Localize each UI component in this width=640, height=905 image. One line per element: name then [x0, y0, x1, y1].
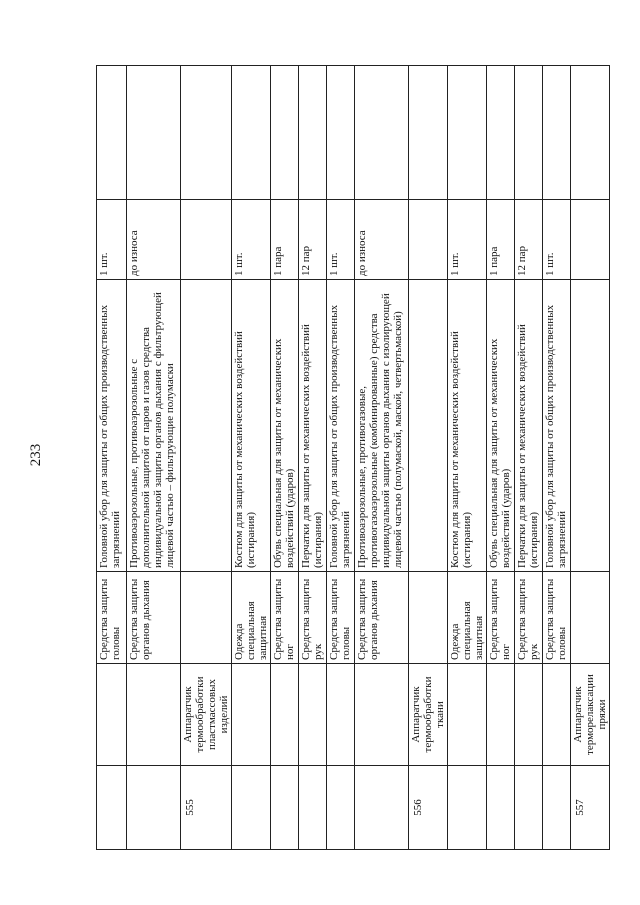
row-number: [515, 766, 543, 850]
empty-cell: [299, 66, 327, 200]
ppe-item: Обувь специальная для защиты от механических воздействий (ударов): [487, 280, 515, 572]
profession-name: Аппаратчик термообработки пластмассовых изделий: [181, 664, 232, 766]
ppe-category: Одежда специальная защитная: [448, 572, 487, 664]
ppe-quantity: 1 шт.: [232, 200, 271, 280]
ppe-category: Средства защиты органов дыхания: [355, 572, 409, 664]
empty-cell: [97, 66, 127, 200]
row-number: [299, 766, 327, 850]
ppe-item: Обувь специальная для защиты от механических воздействий (ударов): [271, 280, 299, 572]
ppe-norms-table: [96, 65, 610, 850]
ppe-item: Головной убор для защиты от общих производственных загрязнений: [327, 280, 355, 572]
row-number: [271, 766, 299, 850]
profession-name: [487, 664, 515, 766]
ppe-item: Костюм для защиты от механических воздействий (истирания): [448, 280, 487, 572]
ppe-item: [409, 280, 448, 572]
table-row: [327, 66, 355, 850]
table-row: [515, 66, 543, 850]
profession-name: [355, 664, 409, 766]
table-row: [448, 66, 487, 850]
table-row: [409, 66, 448, 850]
ppe-quantity: 1 шт.: [97, 200, 127, 280]
empty-cell: [271, 66, 299, 200]
profession-name: [448, 664, 487, 766]
empty-cell: [232, 66, 271, 200]
table-row: [181, 66, 232, 850]
row-number: [487, 766, 515, 850]
ppe-item: Головной убор для защиты от общих производственных загрязнений: [543, 280, 571, 572]
profession-name: [515, 664, 543, 766]
ppe-category: Средства защиты ног: [487, 572, 515, 664]
row-number: 556: [409, 766, 448, 850]
empty-cell: [448, 66, 487, 200]
empty-cell: [327, 66, 355, 200]
ppe-quantity: 12 пар: [299, 200, 327, 280]
ppe-category: Одежда специальная защитная: [232, 572, 271, 664]
ppe-quantity: 12 пар: [515, 200, 543, 280]
ppe-category: Средства защиты головы: [543, 572, 571, 664]
profession-name: [127, 664, 181, 766]
profession-name: [271, 664, 299, 766]
ppe-quantity: 1 пара: [271, 200, 299, 280]
ppe-item: Перчатки для защиты от механических воздействий (истирания): [299, 280, 327, 572]
row-number: 555: [181, 766, 232, 850]
ppe-category: Средства защиты рук: [515, 572, 543, 664]
table-row: [97, 66, 127, 850]
row-number: [232, 766, 271, 850]
ppe-category: Средства защиты органов дыхания: [127, 572, 181, 664]
profession-name: Аппаратчик термообработки ткани: [409, 664, 448, 766]
row-number: [355, 766, 409, 850]
profession-name: [543, 664, 571, 766]
row-number: [97, 766, 127, 850]
table-row: [543, 66, 571, 850]
rotated-table-content: [96, 66, 608, 850]
table-row: [299, 66, 327, 850]
ppe-category: [571, 572, 610, 664]
ppe-quantity: 1 шт.: [327, 200, 355, 280]
ppe-category: [181, 572, 232, 664]
ppe-category: Средства защиты головы: [327, 572, 355, 664]
table-row: [271, 66, 299, 850]
profession-name: [232, 664, 271, 766]
ppe-item: [571, 280, 610, 572]
profession-name: Аппаратчик терморелаксации пряжи: [571, 664, 610, 766]
ppe-quantity: 1 шт.: [543, 200, 571, 280]
ppe-quantity: [571, 200, 610, 280]
page-number: 233: [28, 443, 44, 467]
row-number: [543, 766, 571, 850]
profession-name: [97, 664, 127, 766]
table-row: [127, 66, 181, 850]
ppe-quantity: [409, 200, 448, 280]
row-number: 557: [571, 766, 610, 850]
ppe-item: Головной убор для защиты от общих производственных загрязнений: [97, 280, 127, 572]
ppe-category: Средства защиты головы: [97, 572, 127, 664]
empty-cell: [515, 66, 543, 200]
ppe-category: Средства защиты рук: [299, 572, 327, 664]
table-row: [487, 66, 515, 850]
ppe-category: Средства защиты ног: [271, 572, 299, 664]
ppe-item: Противоаэрозольные, противогазовые, противогазоаэрозольные (комбинированные) средства индивидуальной защиты органов дыхания с изолирующей лицевой частью (полумаской, маской, четвертьмаской): [355, 280, 409, 572]
empty-cell: [487, 66, 515, 200]
empty-cell: [543, 66, 571, 200]
ppe-quantity: до износа: [355, 200, 409, 280]
ppe-quantity: 1 шт.: [448, 200, 487, 280]
ppe-quantity: [181, 200, 232, 280]
row-number: [127, 766, 181, 850]
profession-name: [327, 664, 355, 766]
table-row: [571, 66, 610, 850]
row-number: [448, 766, 487, 850]
empty-cell: [181, 66, 232, 200]
ppe-item: Противоаэрозольные, противоаэрозольные с дополнительной защитой от паров и газов средства индивидуальной защиты органов дыхания с фильтрующей лицевой частью – фильтрующие полумаски: [127, 280, 181, 572]
ppe-quantity: 1 пара: [487, 200, 515, 280]
ppe-item: Перчатки для защиты от механических воздействий (истирания): [515, 280, 543, 572]
empty-cell: [409, 66, 448, 200]
row-number: [327, 766, 355, 850]
empty-cell: [127, 66, 181, 200]
empty-cell: [355, 66, 409, 200]
ppe-quantity: до износа: [127, 200, 181, 280]
table-row: [355, 66, 409, 850]
rotated-table-frame: [96, 66, 608, 850]
table-row: [232, 66, 271, 850]
ppe-category: [409, 572, 448, 664]
profession-name: [299, 664, 327, 766]
ppe-item: Костюм для защиты от механических воздействий (истирания): [232, 280, 271, 572]
empty-cell: [571, 66, 610, 200]
ppe-item: [181, 280, 232, 572]
